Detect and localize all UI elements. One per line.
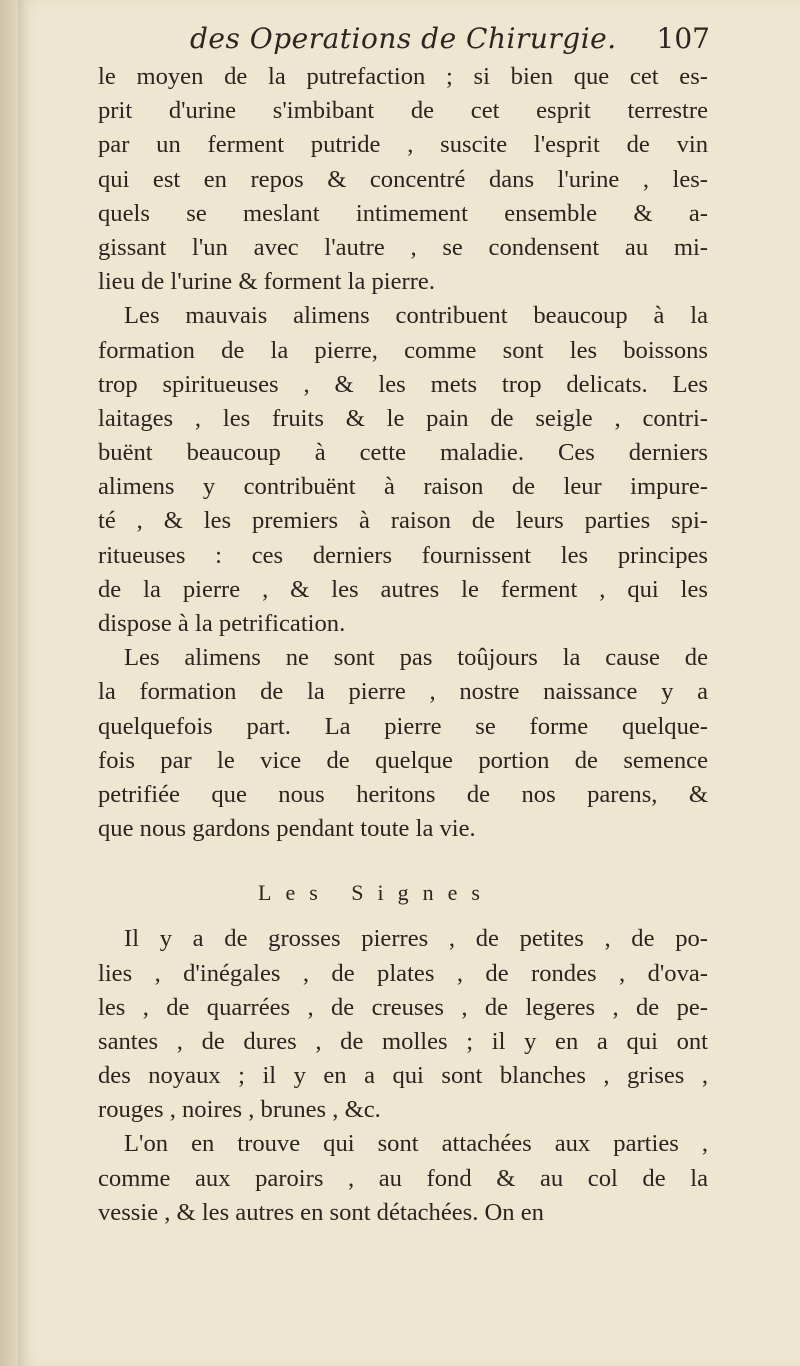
- section-heading-text: Les Signes: [258, 880, 494, 906]
- section-heading: [98, 864, 708, 922]
- paragraphs-after-heading: [98, 922, 708, 1230]
- paragraph: [98, 922, 708, 1127]
- text-line: Il y a de grosses pierres , de petites , de po-: [124, 925, 708, 953]
- paragraph: [98, 1127, 708, 1230]
- text-line: petrifiée que nous heritons de nos parens, &: [98, 780, 708, 808]
- text-line: quels se meslant intimement ensemble & a-: [98, 199, 708, 227]
- text-line: ritueuses : ces derniers fournissent les principes: [98, 541, 708, 569]
- text-line: la formation de la pierre , nostre naissance y a: [98, 678, 708, 706]
- text-line: lies , d'inégales , de plates , de rondes , d'ova-: [98, 959, 708, 987]
- text-line: fois par le vice de quelque portion de semence: [98, 746, 708, 774]
- text-line: laitages , les fruits & le pain de seigle , contri-: [98, 404, 708, 432]
- text-line: les , de quarrées , de creuses , de legeres , de pe-: [98, 993, 708, 1021]
- text-line: des noyaux ; il y en a qui sont blanches , grises ,: [98, 1062, 708, 1090]
- text-line: que nous gardons pendant toute la vie.: [98, 815, 476, 843]
- paragraphs-before-heading: [98, 60, 708, 846]
- text-line: comme aux paroirs , au fond & au col de la: [98, 1164, 708, 1192]
- text-line: Les mauvais alimens contribuent beaucoup à la: [124, 302, 708, 330]
- text-line: rouges , noires , brunes , &c.: [98, 1096, 381, 1124]
- text-line: formation de la pierre, comme sont les boissons: [98, 336, 708, 364]
- running-title: des Operations de Chirurgie.: [190, 22, 617, 55]
- text-line: buënt beaucoup à cette maladie. Ces derniers: [98, 439, 708, 467]
- book-gutter: [0, 0, 18, 1366]
- paragraph: [98, 299, 708, 641]
- text-line: vessie , & les autres en sont détachées. On en: [98, 1198, 544, 1226]
- text-line: lieu de l'urine & forment la pierre.: [98, 268, 435, 296]
- text-line: le moyen de la putrefaction ; si bien que cet es-: [98, 63, 708, 90]
- text-line: trop spiritueuses , & les mets trop delicats. Les: [98, 370, 708, 398]
- text-line: qui est en repos & concentré dans l'urine , les-: [98, 165, 708, 193]
- text-line: prit d'urine s'imbibant de cet esprit terrestre: [98, 97, 708, 125]
- text-line: par un ferment putride , suscite l'esprit de vin: [98, 131, 708, 159]
- paragraph: [98, 60, 708, 299]
- text-line: de la pierre , & les autres le ferment , qui les: [98, 575, 708, 603]
- text-line: Les alimens ne sont pas toûjours la cause de: [124, 644, 708, 672]
- text-line: alimens y contribuënt à raison de leur impure-: [98, 473, 708, 501]
- paragraph: [98, 641, 708, 846]
- text-line: gissant l'un avec l'autre , se condensent au mi-: [98, 233, 708, 261]
- text-line: santes , de dures , de molles ; il y en a qui ont: [98, 1027, 708, 1055]
- text-line: L'on en trouve qui sont attachées aux parties ,: [124, 1130, 708, 1158]
- book-page: [18, 0, 800, 1366]
- page-header: [190, 22, 710, 62]
- text-line: té , & les premiers à raison de leurs parties spi-: [98, 507, 708, 535]
- text-line: dispose à la petrification.: [98, 610, 346, 637]
- text-line: quelquefois part. La pierre se forme quelque-: [98, 712, 708, 740]
- page-number: 107: [656, 22, 710, 55]
- body-text: [98, 60, 708, 1230]
